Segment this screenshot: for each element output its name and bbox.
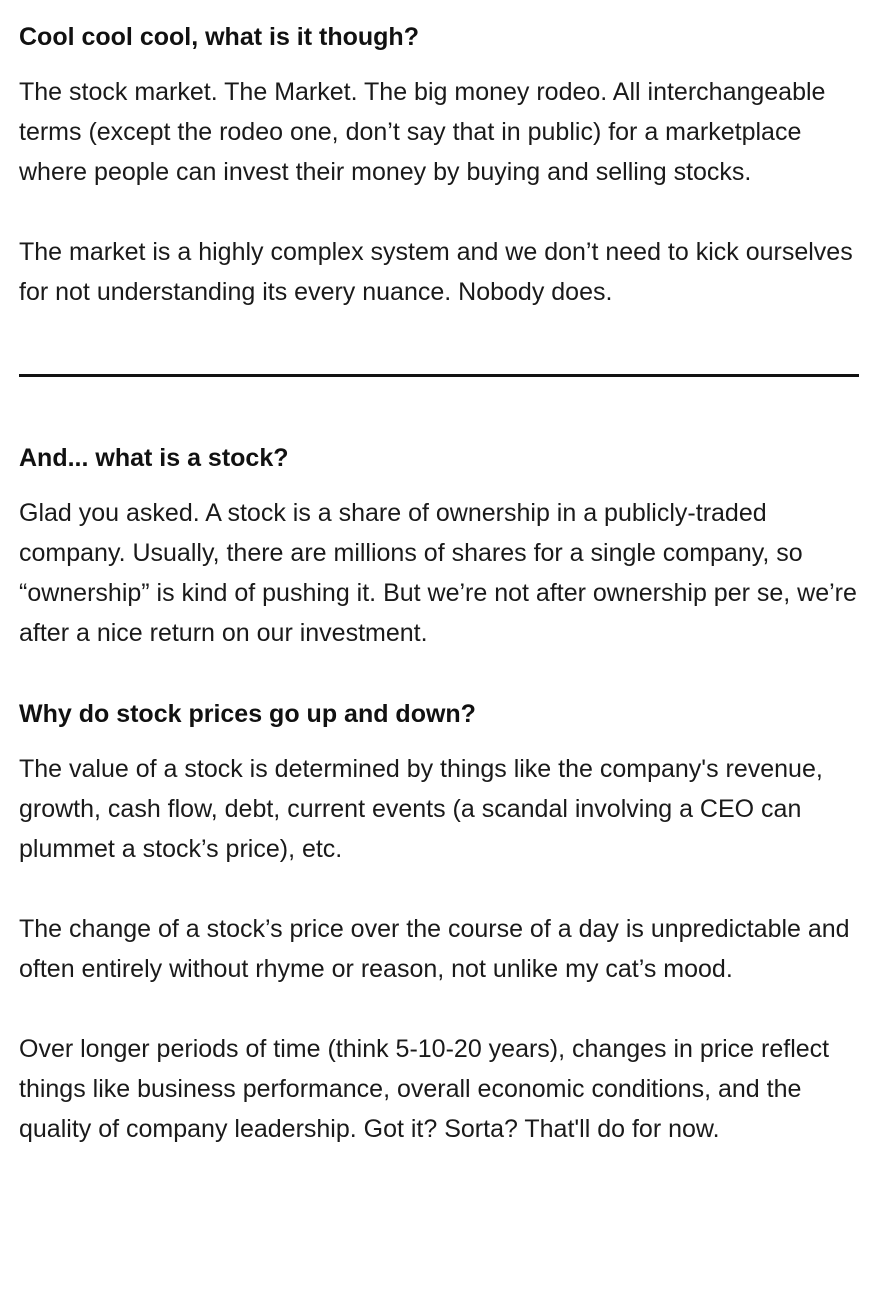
paragraph: Glad you asked. A stock is a share of ownership in a publicly-traded company. Usually, there are millions of shares for a single company, so “ownership” is kind of pushing it. But we’re not after ownership per se, we’re after a nice return on our investment.	[19, 499, 857, 647]
section-heading: Cool cool cool, what is it though?	[19, 23, 419, 51]
paragraph: The market is a highly complex system and we don’t need to kick ourselves for not understanding its every nuance. Nobody does.	[19, 238, 853, 306]
section-divider	[19, 374, 859, 377]
paragraph: The change of a stock’s price over the course of a day is unpredictable and often entirely without rhyme or reason, not unlike my cat’s mood.	[19, 915, 850, 983]
section-what-is-stock	[19, 441, 858, 653]
paragraph: The value of a stock is determined by things like the company's revenue, growth, cash flow, debt, current events (a scandal involving a CEO can plummet a stock’s price), etc.	[19, 755, 823, 863]
section-heading: Why do stock prices go up and down?	[19, 700, 476, 728]
paragraph: The stock market. The Market. The big money rodeo. All interchangeable terms (except the rodeo one, don’t say that in public) for a marketplace where people can invest their money by buying and selling stocks.	[19, 78, 826, 186]
section-price-movement	[19, 697, 858, 1149]
paragraph: Over longer periods of time (think 5-10-20 years), changes in price reflect things like business performance, overall economic conditions, and the quality of company leadership. Got it? Sorta? That'll do for now.	[19, 1035, 830, 1143]
section-heading: And... what is a stock?	[19, 444, 289, 472]
section-what-is-market	[19, 20, 858, 312]
